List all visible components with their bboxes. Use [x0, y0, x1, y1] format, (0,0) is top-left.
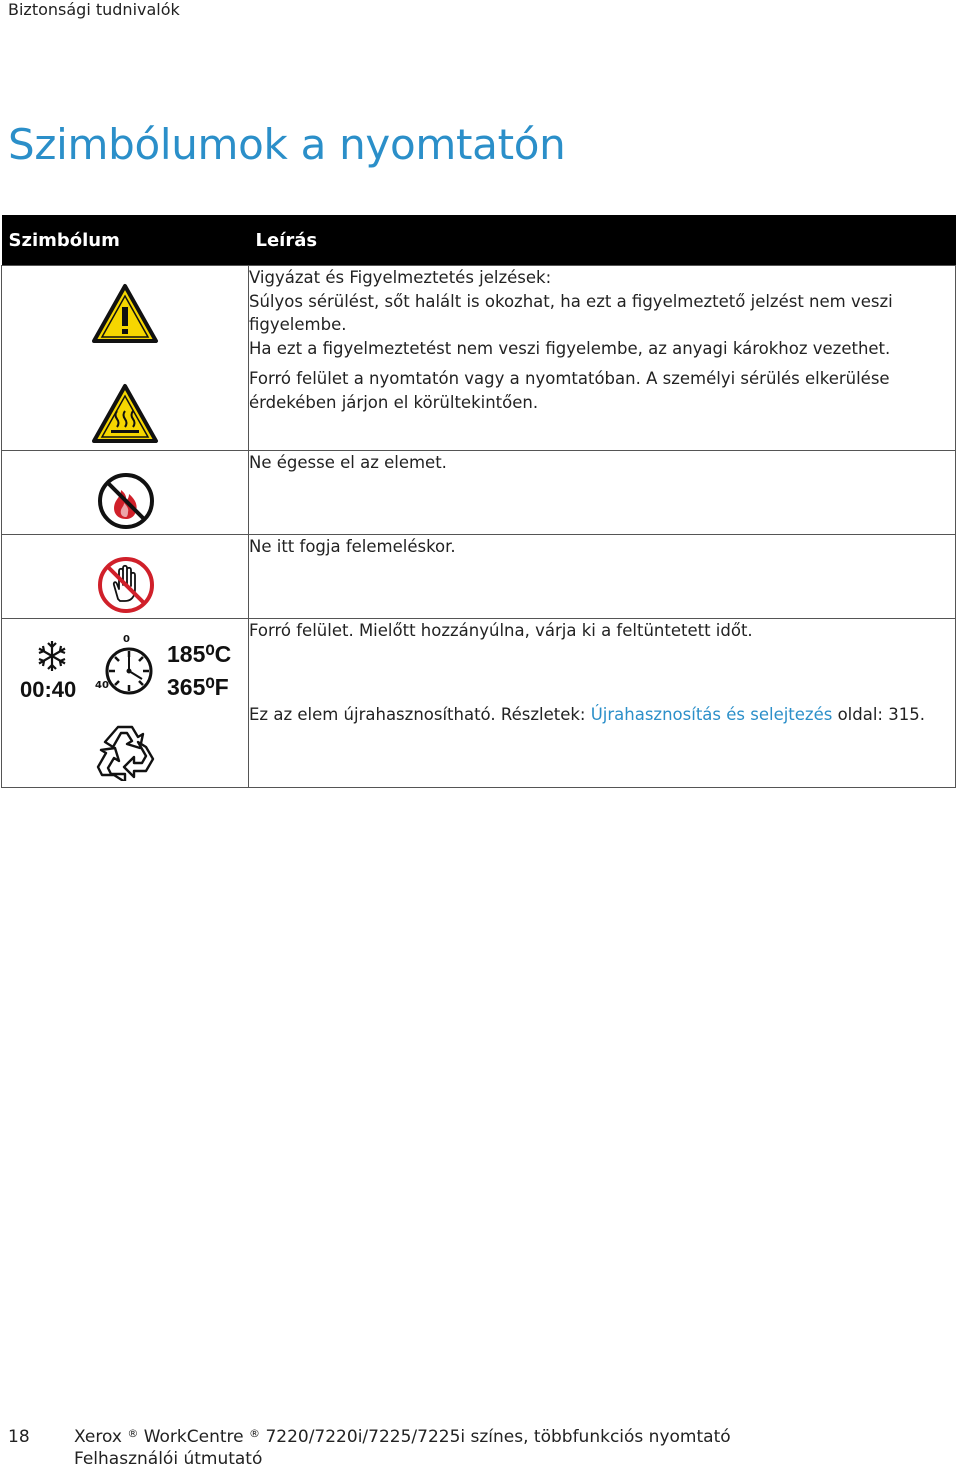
description-cell — [249, 535, 956, 619]
cooldown-time: 00:40 — [20, 677, 77, 702]
recycle-text-suffix: oldal: 315. — [832, 704, 925, 724]
page-number: 18 — [8, 1427, 30, 1447]
temperature-celsius: 185⁰C — [167, 641, 232, 667]
timer-dial-icon — [104, 646, 154, 696]
table-row — [2, 535, 956, 619]
warning-triangle-icon — [91, 283, 159, 345]
description-cell — [249, 451, 956, 535]
registered-mark: ® — [127, 1427, 139, 1440]
registered-mark: ® — [249, 1427, 261, 1440]
no-burn-text: Ne égesse el az elemet. — [249, 453, 447, 472]
symbol-cell — [2, 619, 249, 788]
product-brand: Xerox — [74, 1427, 122, 1447]
table-row — [2, 266, 956, 451]
dial-left-label: 40 — [95, 680, 109, 691]
table-row — [2, 451, 956, 535]
warning-text-2: Ha ezt a figyelmeztetést nem veszi figyelembe, az anyagi károkhoz vezethet. — [249, 338, 891, 358]
column-header-description: Leírás — [249, 215, 956, 266]
column-header-symbol: Szimbólum — [2, 215, 249, 266]
symbol-cell — [2, 535, 249, 619]
product-name — [74, 1426, 731, 1448]
page-title: Szimbólumok a nyomtatón — [8, 120, 566, 169]
warning-heading: Vigyázat és Figyelmeztetés jelzések: — [249, 268, 552, 287]
cooldown-text: Forró felület. Mielőtt hozzányúlna, várja ki a feltüntetett időt. — [249, 621, 753, 640]
symbol-cell — [2, 266, 249, 451]
snowflake-icon — [36, 639, 68, 673]
recycling-link[interactable]: Újrahasznosítás és selejtezés — [590, 704, 833, 724]
temperature-fahrenheit: 365⁰F — [167, 674, 229, 700]
recycle-text — [249, 703, 955, 727]
warning-text-1: Súlyos sérülést, sőt halált is okozhat, ha ezt a figyelmeztető jelzést nem veszi figyelembe. — [249, 291, 893, 334]
dial-top-label: 0 — [123, 634, 130, 645]
table-header-row — [2, 215, 956, 266]
description-cell — [249, 266, 956, 451]
product-models: 7220/7220i/7225/7225i színes, többfunkciós nyomtató — [265, 1427, 731, 1447]
no-burn-icon — [96, 471, 156, 531]
product-line: WorkCentre — [143, 1427, 244, 1447]
recycle-icon — [96, 721, 158, 781]
table-row — [2, 619, 956, 788]
running-header: Biztonsági tudnivalók — [8, 0, 180, 19]
no-touch-hand-icon — [96, 555, 156, 615]
description-cell — [249, 619, 956, 788]
symbols-table — [1, 215, 956, 788]
hot-surface-icon — [91, 383, 159, 445]
recycle-text-prefix: Ez az elem újrahasznosítható. Részletek: — [249, 704, 591, 724]
symbol-cell — [2, 451, 249, 535]
no-touch-text: Ne itt fogja felemeléskor. — [249, 537, 456, 556]
hot-surface-text: Forró felület a nyomtatón vagy a nyomtatóban. A személyi sérülés elkerülése érdekében járjon el körültekintően. — [249, 369, 890, 412]
guide-title: Felhasználói útmutató — [74, 1449, 263, 1469]
